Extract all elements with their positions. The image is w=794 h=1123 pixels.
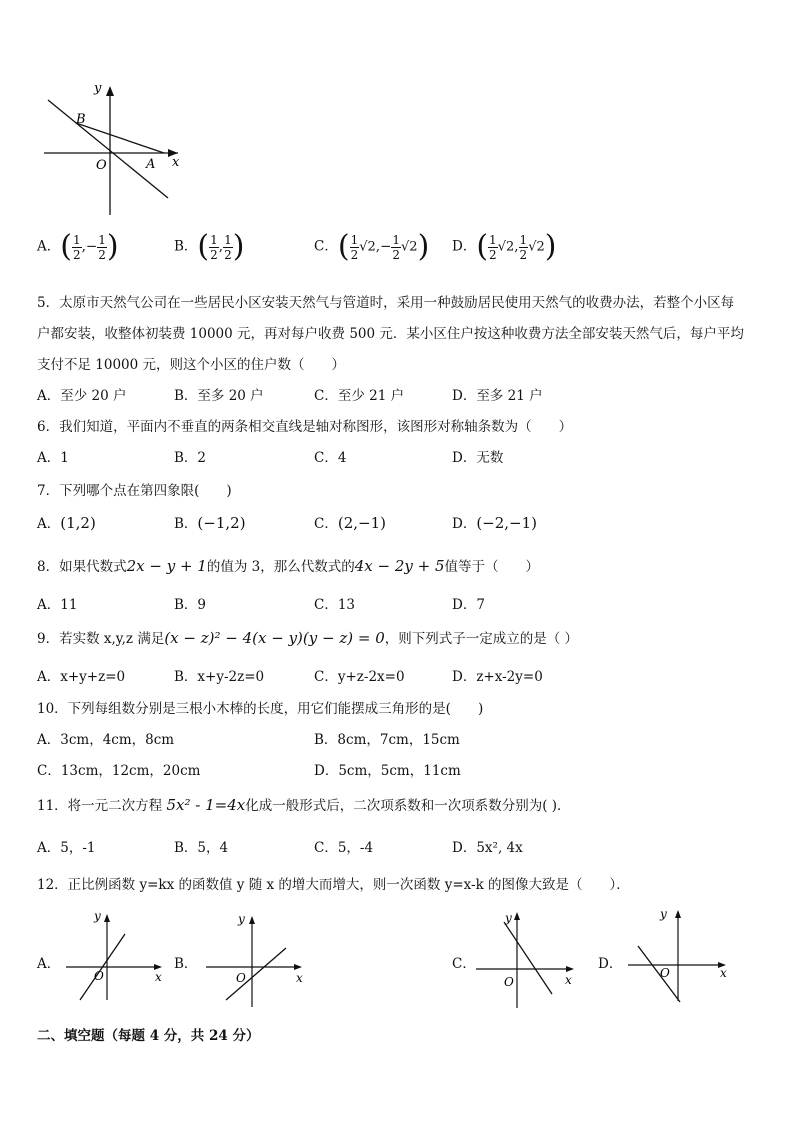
origin-label: O <box>96 158 107 173</box>
q9-option-b: B．x+y-2z=0 <box>174 669 265 685</box>
q9-option-d: D．z+x-2y=0 <box>452 669 543 685</box>
q8-option-c: C．13 <box>314 597 356 613</box>
q4-option-b: B．( $\frac{1}{2}$ , $\frac{1}{2}$ ) <box>174 229 245 264</box>
q7-option-d: D．(−2,−1) <box>452 514 538 532</box>
svg-text:O: O <box>504 975 514 989</box>
y-axis-label: y <box>94 81 102 96</box>
top-figure <box>38 80 188 220</box>
q5-option-a: A．至少 20 户 <box>37 388 127 404</box>
q11-option-a: A．5，-1 <box>37 840 96 856</box>
q12-graph-c <box>472 906 582 1011</box>
x-axis-label: x <box>172 155 180 170</box>
q11-option-b: B．5，4 <box>174 840 229 856</box>
q12-graph-b <box>200 910 310 1010</box>
svg-text:y: y <box>238 912 245 926</box>
q6-option-a: A．1 <box>37 450 69 466</box>
q12-option-a-label: A． <box>37 956 61 972</box>
q8-option-a: A．11 <box>37 597 78 613</box>
q12-graph-a <box>60 908 170 1003</box>
q10-option-b: B．8cm，7cm，15cm <box>314 732 460 748</box>
q10-option-d: D．5cm，5cm，11cm <box>314 763 461 779</box>
q7-option-b: B．(−1,2) <box>174 514 246 532</box>
q7-text: 7．下列哪个点在第四象限( ) <box>37 483 232 499</box>
q8-option-d: D．7 <box>452 597 485 613</box>
q11-option-d: D．5x², 4x <box>452 840 523 856</box>
svg-text:x: x <box>720 966 727 980</box>
q12-option-d-label: D． <box>598 956 623 972</box>
q6-option-d: D．无数 <box>452 450 504 466</box>
segment-ab <box>76 123 164 153</box>
q5-option-b: B．至多 20 户 <box>174 388 264 404</box>
q9-option-c: C．y+z-2x=0 <box>314 669 405 685</box>
q12-graph-d <box>624 904 734 1004</box>
line-ob <box>48 100 168 198</box>
q5-option-c: C．至少 21 户 <box>314 388 405 404</box>
q6-option-c: C．4 <box>314 450 347 466</box>
section-2-heading: 二、填空题（每题 4 分，共 24 分） <box>37 1028 260 1044</box>
q12-text: 12．正比例函数 y=kx 的函数值 y 随 x 的增大而增大，则一次函数 y=x-k 的图像大致是（ ）． <box>37 877 630 893</box>
q8-option-b: B．9 <box>174 597 207 613</box>
q9-option-a: A．x+y+z=0 <box>37 669 126 685</box>
point-a-label: A <box>146 157 156 172</box>
svg-text:x: x <box>565 973 572 987</box>
q9-text: 9．若实数 x,y,z 满足(x − z)² − 4(x − y)(y − z) = 0，则下列式子一定成立的是（ ） <box>37 629 579 647</box>
q10-option-a: A．3cm，4cm，8cm <box>37 732 175 748</box>
svg-text:O: O <box>94 969 104 983</box>
q10-text: 10．下列每组数分别是三根小木棒的长度，用它们能摆成三角形的是( ) <box>37 701 484 717</box>
svg-text:y: y <box>505 911 512 925</box>
q5-line-2: 户都安装，收整体初装费 10000 元，再对每户收费 500 元．某小区住户按这种收费方法全部安装天然气后，每户平均 <box>37 326 744 342</box>
q7-option-c: C．(2,−1) <box>314 514 386 532</box>
q5-line-1: 5．太原市天然气公司在一些居民小区安装天然气与管道时，采用一种鼓励居民使用天然气的收费办法，若整个小区每 <box>37 295 735 311</box>
q8-text: 8．如果代数式2x − y + 1的值为 3，那么代数式的4x − 2y + 5值等于（ ） <box>37 557 539 575</box>
q10-option-c: C．13cm，12cm，20cm <box>37 763 201 779</box>
svg-text:O: O <box>660 966 670 980</box>
svg-text:y: y <box>94 909 101 923</box>
y-axis-arrow <box>106 86 114 96</box>
q11-text: 11．将一元二次方程 5x² - 1=4x化成一般形式后，二次项系数和一次项系数分别为( )． <box>37 796 571 814</box>
q6-option-b: B．2 <box>174 450 207 466</box>
point-b-label: B <box>76 112 86 127</box>
q4-option-a: A．( $\frac{1}{2}$ ,− $\frac{1}{2}$ ) <box>37 229 119 264</box>
q12-option-c-label: C． <box>452 956 476 972</box>
q11-option-c: C．5，-4 <box>314 840 374 856</box>
svg-text:x: x <box>296 971 303 985</box>
q4-option-d: D．( $\frac{1}{2}$ √2, $\frac{1}{2}$ √2) <box>452 229 557 264</box>
svg-text:O: O <box>236 971 246 985</box>
svg-text:x: x <box>155 970 162 984</box>
q5-option-d: D．至多 21 户 <box>452 388 543 404</box>
q6-text: 6．我们知道，平面内不垂直的两条相交直线是轴对称图形，该图形对称轴条数为（ ） <box>37 419 573 435</box>
q7-option-a: A．(1,2) <box>37 514 96 532</box>
q4-option-c: C．( $\frac{1}{2}$ √2,− $\frac{1}{2}$ √2) <box>314 229 430 264</box>
q12-option-b-label: B． <box>174 956 198 972</box>
q5-line-3: 支付不足 10000 元，则这个小区的住户数（ ） <box>37 357 346 373</box>
svg-text:y: y <box>660 907 667 921</box>
